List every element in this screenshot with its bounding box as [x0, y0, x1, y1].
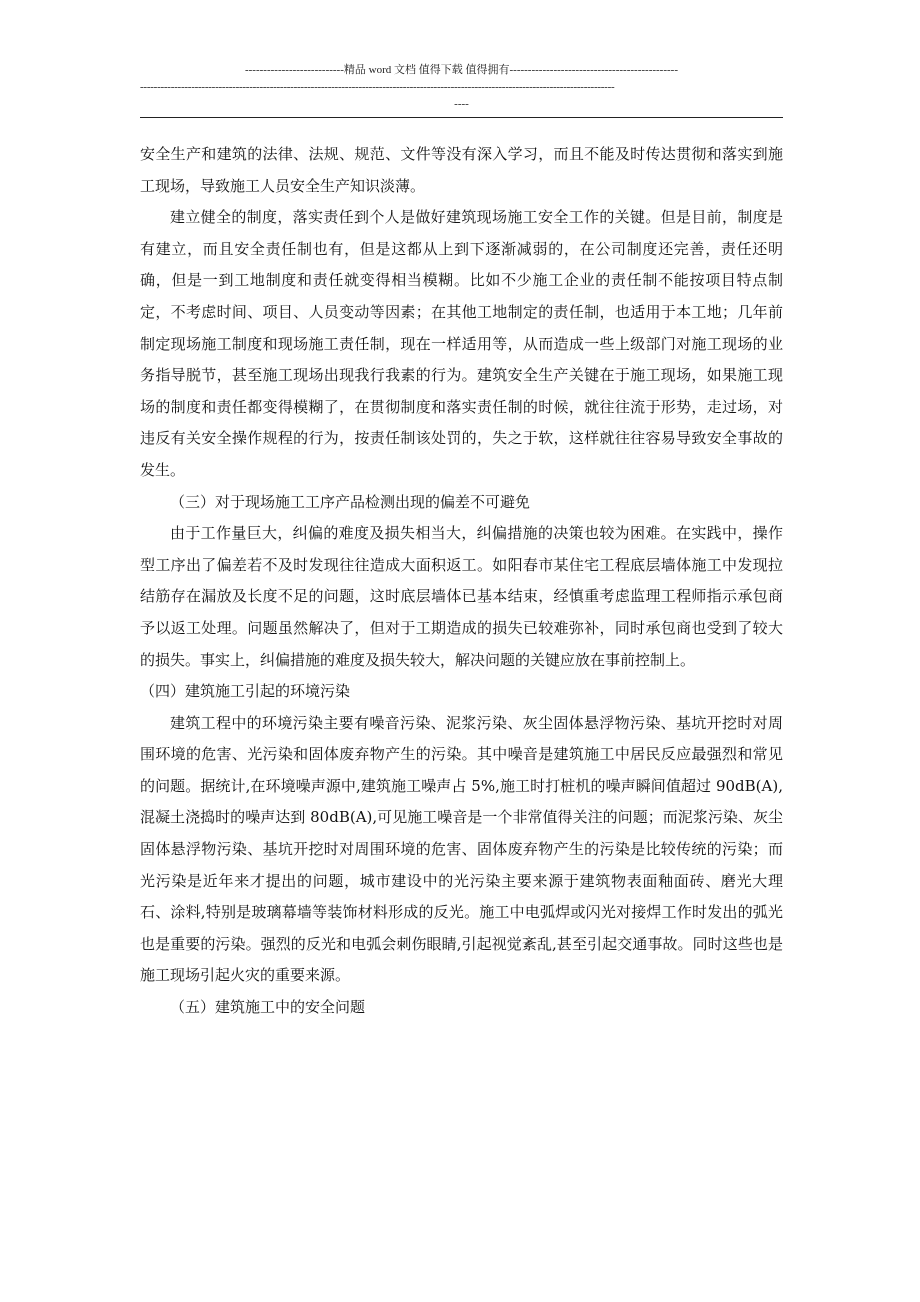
header-rule: [140, 117, 783, 118]
header-dash-line: -------------------------------------------------------------------------------------------------------------------------------------------: [140, 81, 615, 93]
section-heading-5: （五）建筑施工中的安全问题: [170, 998, 366, 1017]
paragraph-pollution: 建筑工程中的环境污染主要有噪音污染、泥浆污染、灰尘固体悬浮物污染、基坑开挖时对周围环境的危害、光污染和固体废弃物产生的污染。其中噪音是建筑施工中居民反应最强烈和常见的问题。据统计,在环境噪声源中,建筑施工噪声占 5%,施工时打桩机的噪声瞬间值超过 90dB(A),混凝土浇捣时的噪声达到 80dB(A),可见施工噪音是一个非常值得关注的问题；而泥浆污染、灰尘固体悬浮物污染、基坑开挖时对周围环境的危害、固体废弃物产生的污染是比较传统的污染；而光污染是近年来才提出的问题，城市建设中的光污染主要来源于建筑物表面釉面砖、磨光大理石、涂料,特别是玻璃幕墙等装饰材料形成的反光。施工中电弧焊或闪光对接焊工作时发出的弧光也是重要的污染。强烈的反光和电弧会刺伤眼睛,引起视觉紊乱,甚至引起交通事故。同时这些也是施工现场引起火灾的重要来源。: [140, 713, 783, 985]
page-header: [140, 62, 783, 113]
header-text: ---------------------------精品 word 文档 值得下载 值得拥有----------------------------------------------: [244, 64, 678, 76]
header-dash-tail: ----: [454, 98, 469, 110]
paragraph-deviation: 由于工作量巨大，纠偏的难度及损失相当大，纠偏措施的决策也较为困难。在实践中，操作型工序出了偏差若不及时发现往往造成大面积返工。如阳春市某住宅工程底层墙体施工中发现拉结筋存在漏放及长度不足的问题，这时底层墙体已基本结束，经慎重考虑监理工程师指示承包商予以返工处理。问题虽然解决了，但对于工期造成的损失已较难弥补，同时承包商也受到了较大的损失。事实上，纠偏措施的难度及损失较大，解决问题的关键应放在事前控制上。: [140, 524, 783, 669]
section-heading-4: （四）建筑施工引起的环境污染: [140, 682, 351, 701]
section-heading-3: （三）对于现场施工工序产品检测出现的偏差不可避免: [170, 492, 531, 511]
paragraph-responsibility: 建立健全的制度，落实责任到个人是做好建筑现场施工安全工作的关键。但是目前，制度是有建立，而且安全责任制也有，但是这都从上到下逐渐减弱的，在公司制度还完善，责任还明确，但是一到工地制度和责任就变得相当模糊。比如不少施工企业的责任制不能按项目特点制定，不考虑时间、项目、人员变动等因素；在其他工地制定的责任制，也适用于本工地；几年前制定现场施工制度和现场施工责任制，现在一样适用等，从而造成一些上级部门对施工现场的业务指导脱节，甚至施工现场出现我行我素的行为。建筑安全生产关键在于施工现场，如果施工现场的制度和责任都变得模糊了，在贯彻制度和落实责任制的时候，就往往流于形势，走过场，对违反有关安全操作规程的行为，按责任制该处罚的，失之于软，这样就往往容易导致安全事故的发生。: [140, 208, 783, 479]
paragraph-continuation: 安全生产和建筑的法律、法规、规范、文件等没有深入学习，而且不能及时传达贯彻和落实到施工现场，导致施工人员安全生产知识淡薄。: [140, 145, 783, 195]
document-body: [140, 139, 783, 1024]
